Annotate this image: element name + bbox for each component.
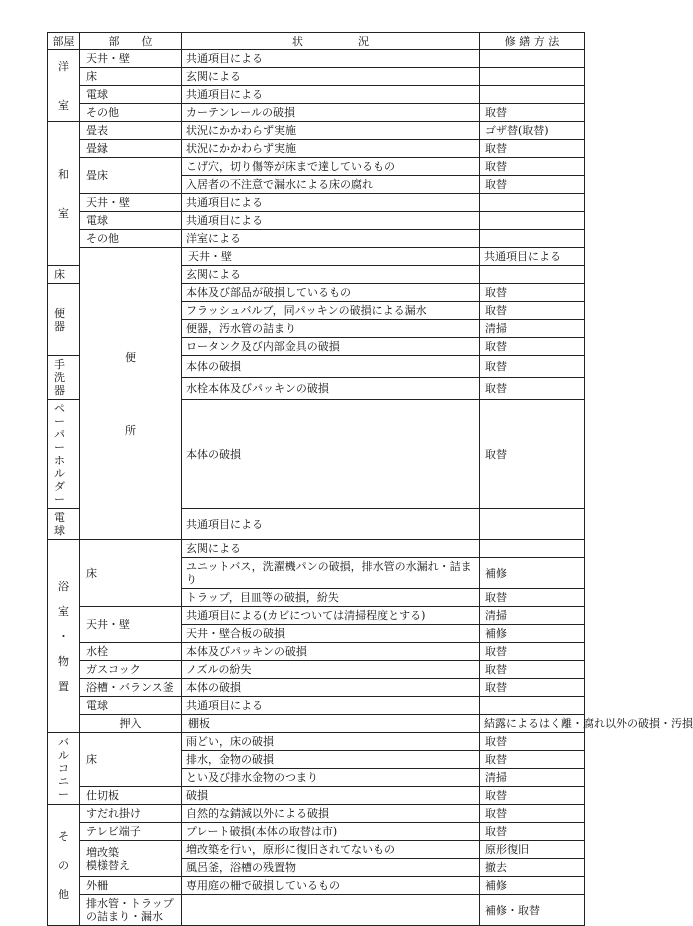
condition-cell: プレート破損(本体の取替は市) [182, 823, 480, 841]
condition-cell: ロータンク及び内部金具の破損 [182, 338, 480, 356]
method-cell: ゴザ替(取替) [480, 122, 585, 140]
method-cell: 取替 [480, 400, 585, 509]
part-cell: 仕切板 [80, 787, 182, 805]
condition-cell: 本体の破損 [182, 356, 480, 378]
header-part: 部 位 [80, 33, 182, 50]
table-row [48, 715, 585, 733]
method-cell: 清掃 [480, 320, 585, 338]
part-cell: 電球 [80, 86, 182, 104]
table-row [48, 230, 585, 248]
method-cell: 補修 [480, 877, 585, 895]
method-cell [480, 266, 585, 284]
condition-cell: 天井・壁合板の破損 [182, 625, 480, 643]
part-cell: 天井・壁 [80, 194, 182, 212]
part-cell: 畳表 [80, 122, 182, 140]
method-cell: 補修 [480, 625, 585, 643]
condition-cell: トラップ，目皿等の破損，紛失 [182, 589, 480, 607]
header-condition: 状 況 [182, 33, 480, 50]
condition-cell: 共通項目による [182, 212, 480, 230]
method-cell: 取替 [480, 302, 585, 320]
table-row [48, 50, 585, 68]
condition-cell: 状況にかかわらず実施 [182, 140, 480, 158]
method-cell [480, 50, 585, 68]
table-row [48, 194, 585, 212]
table-row [48, 140, 585, 158]
condition-cell: 結露によるはく離・腐れ以外の破損・汚損 [480, 715, 585, 733]
condition-cell: 共通項目による [182, 50, 480, 68]
method-cell: 取替 [480, 643, 585, 661]
method-cell: 取替 [480, 158, 585, 176]
part-cell: 浴槽・バランス釜 [80, 679, 182, 697]
room-label-char: 置 [58, 679, 69, 693]
room-label-char: 便 [125, 350, 136, 364]
table-row [48, 679, 585, 697]
part-cell: 手洗器 [48, 356, 80, 400]
room-cell [48, 733, 80, 805]
method-cell: 取替 [480, 176, 585, 194]
method-cell: 清掃 [480, 769, 585, 787]
room-label-char: バ [58, 736, 69, 749]
method-cell: 取替 [480, 823, 585, 841]
condition-cell: カーテンレールの破損 [182, 104, 480, 122]
condition-cell: 状況にかかわらず実施 [182, 122, 480, 140]
condition-cell: 専用庭の柵で破損しているもの [182, 877, 480, 895]
part-cell: ガスコック [80, 661, 182, 679]
part-cell: テレビ端子 [80, 823, 182, 841]
room-label-char: の [58, 858, 69, 872]
part-cell: 床 [48, 266, 80, 284]
table-row [48, 122, 585, 140]
table-row [48, 787, 585, 805]
room-label-char: 室 [58, 206, 69, 220]
part-cell: 水栓 [80, 643, 182, 661]
method-cell [480, 509, 585, 540]
method-cell: 取替 [480, 661, 585, 679]
part-cell: 便器 [48, 284, 80, 356]
method-cell: 取替 [480, 589, 585, 607]
part-cell: 棚板 [182, 715, 480, 733]
part-cell: 天井・壁 [80, 607, 182, 643]
method-cell [480, 540, 585, 558]
table-row [48, 841, 585, 859]
condition-cell: こげ穴，切り傷等が床まで達しているもの [182, 158, 480, 176]
table-row [48, 540, 585, 558]
condition-cell: 増改築を行い，原形に復旧されてないもの [182, 841, 480, 859]
method-cell: 取替 [480, 805, 585, 823]
room-label-char: ー [58, 788, 69, 801]
repair-table-body [48, 33, 693, 926]
room-cell [48, 122, 80, 266]
condition-cell: 水栓本体及びパッキンの破損 [182, 378, 480, 400]
method-cell: 取替 [480, 679, 585, 697]
room-label-char: コ [58, 762, 69, 775]
table-row [48, 697, 585, 715]
part-cell: 床 [80, 540, 182, 607]
method-cell: 清掃 [480, 607, 585, 625]
method-cell: 取替 [480, 378, 585, 400]
part-cell: 増改築 模様替え [80, 841, 182, 877]
condition-cell: 共通項目による(カビについては清掃程度とする) [182, 607, 480, 625]
part-cell: 電球 [48, 509, 80, 540]
method-cell [480, 86, 585, 104]
method-cell: 取替 [480, 284, 585, 302]
room-label-char: 押入 [119, 717, 142, 730]
header-row [48, 33, 585, 50]
header-room: 部屋 [48, 33, 80, 50]
room-label-char: ・ [58, 629, 69, 643]
condition-cell: とい及び排水金物のつまり [182, 769, 480, 787]
condition-cell: フラッシュバルブ，同パッキンの破損による漏水 [182, 302, 480, 320]
method-cell: 原形復旧 [480, 841, 585, 859]
condition-cell: 本体の破損 [182, 400, 480, 509]
table-row [48, 212, 585, 230]
room-label-char: そ [58, 829, 69, 843]
header-method: 修 繕 方 法 [480, 33, 585, 50]
repair-table [47, 32, 693, 926]
room-label-char: ル [58, 749, 69, 762]
condition-cell: 便器，汚水管の詰まり [182, 320, 480, 338]
method-cell [480, 194, 585, 212]
room-label-char: 室 [58, 604, 69, 618]
condition-cell: 玄関による [182, 266, 480, 284]
method-cell: 補修 [480, 558, 585, 589]
table-row [48, 823, 585, 841]
method-cell: 補修・取替 [480, 895, 585, 926]
method-cell [480, 230, 585, 248]
table-row [48, 805, 585, 823]
condition-cell: 破損 [182, 787, 480, 805]
condition-cell: 共通項目による [182, 194, 480, 212]
part-cell: その他 [80, 230, 182, 248]
room-label-char: 浴 [58, 579, 69, 593]
condition-cell: ノズルの紛失 [182, 661, 480, 679]
table-row [48, 733, 585, 751]
part-cell: 床 [80, 733, 182, 787]
method-cell [480, 212, 585, 230]
condition-cell [182, 895, 480, 926]
method-cell: 撤去 [480, 859, 585, 877]
table-row [48, 895, 585, 926]
table-row [48, 607, 585, 625]
part-cell: ペーパーホルダー [48, 400, 80, 509]
room-label-char: 他 [58, 887, 69, 901]
method-cell: 取替 [480, 787, 585, 805]
part-cell: 電球 [80, 697, 182, 715]
condition-cell: ユニットバス，洗濯機パンの破損，排水管の水漏れ・詰まり [182, 558, 480, 589]
room-label-char: 洋 [58, 59, 69, 73]
part-cell: 畳縁 [80, 140, 182, 158]
condition-cell: 共通項目による [182, 697, 480, 715]
condition-cell: 本体及びパッキンの破損 [182, 643, 480, 661]
part-cell: 天井・壁 [182, 248, 480, 266]
room-label-char: 和 [58, 167, 69, 181]
table-row [48, 661, 585, 679]
table-row [48, 158, 585, 176]
condition-cell: 玄関による [182, 68, 480, 86]
table-row [48, 643, 585, 661]
table-row [48, 68, 585, 86]
room-cell [48, 540, 80, 733]
part-cell: 天井・壁 [80, 50, 182, 68]
room-label-char: 所 [125, 423, 136, 437]
room-cell [48, 50, 80, 122]
method-cell: 取替 [480, 733, 585, 751]
condition-cell: 共通項目による [182, 86, 480, 104]
method-cell: 取替 [480, 356, 585, 378]
method-cell [480, 68, 585, 86]
room-label-char: 室 [58, 98, 69, 112]
condition-cell: 玄関による [182, 540, 480, 558]
condition-cell: 洋室による [182, 230, 480, 248]
method-cell: 取替 [480, 104, 585, 122]
part-cell: 排水管・トラップ の詰まり・漏水 [80, 895, 182, 926]
method-cell: 取替 [480, 140, 585, 158]
part-cell: 畳床 [80, 158, 182, 194]
condition-cell: 自然的な錆減以外による破損 [182, 805, 480, 823]
room-cell [80, 715, 182, 733]
part-cell: 電球 [80, 212, 182, 230]
method-cell: 取替 [480, 338, 585, 356]
table-row [48, 104, 585, 122]
condition-cell: 共通項目による [480, 248, 585, 266]
condition-cell: 本体及び部品が破損しているもの [182, 284, 480, 302]
method-cell [480, 697, 585, 715]
part-cell: その他 [80, 104, 182, 122]
condition-cell: 排水，金物の破損 [182, 751, 480, 769]
condition-cell: 風呂釜，浴槽の残置物 [182, 859, 480, 877]
condition-cell: 共通項目による [182, 509, 480, 540]
condition-cell: 入居者の不注意で漏水による床の腐れ [182, 176, 480, 194]
room-label-char: ニ [58, 775, 69, 788]
part-cell: 外柵 [80, 877, 182, 895]
method-cell: 取替 [480, 751, 585, 769]
part-cell: 床 [80, 68, 182, 86]
room-cell [48, 805, 80, 926]
table-row [48, 248, 585, 266]
part-cell: すだれ掛け [80, 805, 182, 823]
condition-cell: 雨どい，床の破損 [182, 733, 480, 751]
condition-cell: 本体の破損 [182, 679, 480, 697]
room-cell [80, 248, 182, 540]
table-row [48, 877, 585, 895]
room-label-char: 物 [58, 654, 69, 668]
table-row [48, 86, 585, 104]
